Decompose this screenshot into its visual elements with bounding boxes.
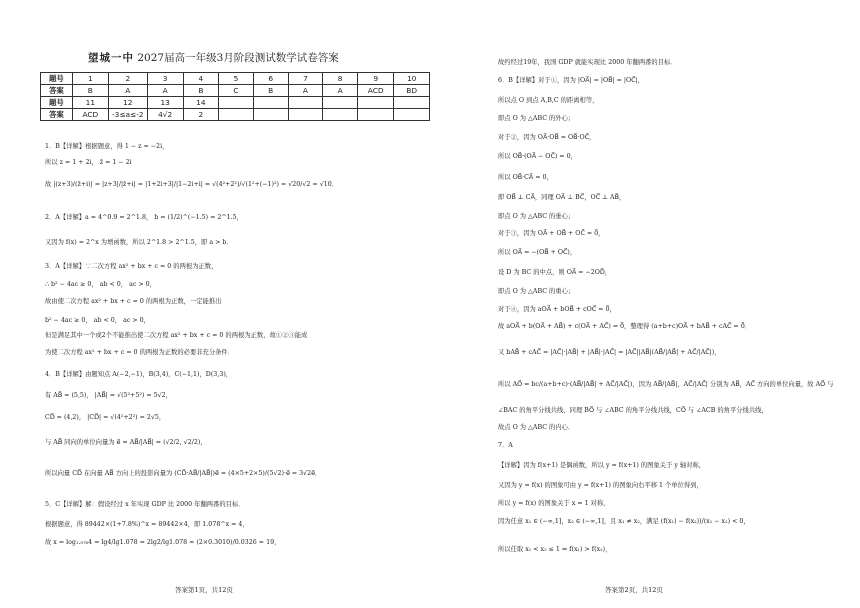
answer-table-cell — [394, 97, 430, 109]
answer-table-cell: 5 — [219, 73, 254, 85]
solution-line: 对于④，因为 aOA⃗ + bOB⃗ + cOC⃗ = 0⃗， — [498, 306, 616, 313]
solution-line: 所以任取 x₁ < x₂ ≤ 1 ⇒ f(x₁) > f(x₂)， — [498, 546, 612, 553]
solution-line: 所以 z = 1 + 2i， z̄ = 1 − 2i — [45, 159, 132, 166]
answer-table-cell — [323, 97, 358, 109]
answer-table-cell: B — [72, 85, 108, 97]
solution-line: 故 |(z+3)/(z̄+i)| = |z+3|/|z̄+i| = |1+2i+3|/|1−2i+i| = √(4²+2²)/√(1²+(−1)²) = √20/√2 = √10． — [45, 181, 339, 188]
solution-line: 有 AB⃗ = (5,5)， |AB⃗| = √(5²+5²) = 5√2， — [45, 392, 172, 399]
answer-table-header-cell: 答案 — [41, 85, 73, 97]
answer-table-cell — [219, 109, 254, 121]
answer-table-cell: ACD — [358, 85, 394, 97]
answer-table-row — [41, 73, 430, 85]
answer-table-cell: 10 — [394, 73, 430, 85]
answer-table-cell — [288, 97, 323, 109]
answer-table-cell: A — [147, 85, 183, 97]
answer-table-cell: 11 — [72, 97, 108, 109]
solution-line: 4．B【详解】由题知点 A(−2,−1)，B(3,4)，C(−1,1)，D(3,3)， — [45, 371, 233, 378]
answer-table-cell — [253, 109, 288, 121]
solution-line: 所以 AO⃗ = bc/(a+b+c)·(AB⃗/|AB⃗| + AC⃗/|AC⃗|)，因为 AB⃗/|AB⃗|，AC⃗/|AC⃗| 分别为 AB⃗，AC⃗ 方向的单位向量，故 AO⃗ 与 — [498, 381, 834, 388]
answer-table-cell: C — [219, 85, 254, 97]
solution-line: 根据题意，得 89442×(1+7.8%)^x = 89442×4，即 1.078^x = 4， — [45, 521, 249, 528]
school-name: 望城一中 — [88, 52, 134, 64]
answer-table-cell: 9 — [358, 73, 394, 85]
answer-table-cell — [394, 109, 430, 121]
answer-table-cell: 7 — [288, 73, 323, 85]
solution-line: 1．B【详解】根据题意，得 1 − z = −2i， — [45, 143, 169, 150]
solution-line: 即 OB⃗ ⊥ CA⃗，同理 OA⃗ ⊥ BC⃗，OC⃗ ⊥ AB⃗， — [498, 194, 626, 201]
solution-line: 但是满足其中一个或2个不能推出使二次方程 ax² + bx + c = 0 的两根为正数，故①②③能成 — [45, 332, 308, 339]
solution-line: ∠BAC 的角平分线共线，同理 BO⃗ 与 ∠ABC 的角平分线共线，CO⃗ 与 ∠ACB 的角平分线共线， — [498, 407, 768, 414]
answer-table-header-cell: 答案 — [41, 109, 73, 121]
answer-table-cell: 8 — [323, 73, 358, 85]
answer-table-cell: 14 — [183, 97, 218, 109]
solution-line: 6．B【详解】对于①，因为 |OA⃗| = |OB⃗| = |OC⃗|， — [498, 77, 644, 84]
answer-table-cell: 4 — [183, 73, 218, 85]
title-text: 2027届高一年级3月阶段测试数学试卷答案 — [137, 52, 339, 64]
answer-table-row — [41, 85, 430, 97]
answer-table-cell: -3≤a≤-2 — [108, 109, 147, 121]
answer-table-cell — [219, 97, 254, 109]
answer-table-cell: 3 — [147, 73, 183, 85]
solution-line: 所以 OA⃗ = −(OB⃗ + OC⃗)， — [498, 249, 577, 256]
solution-line: 设 D 为 BC 的中点，则 OA⃗ = −2OD⃗， — [498, 269, 612, 276]
answer-table-cell: 1 — [72, 73, 108, 85]
answer-table-cell: 6 — [253, 73, 288, 85]
answer-table-cell: A — [323, 85, 358, 97]
page-title — [88, 50, 339, 65]
solution-line: 即点 O 为 △ABC 的垂心； — [498, 213, 575, 220]
solution-line: 故 x = log₁.₀₇₈4 = lg4/lg1.078 = 2lg2/lg1.078 ≈ (2×0.3010)/0.0326 ≈ 19， — [45, 539, 281, 546]
solution-line: ∴ b² − 4ac ≥ 0， ab < 0， ac > 0， — [45, 281, 156, 288]
answer-table-cell — [358, 109, 394, 121]
solution-line: 所以点 O 到点 A,B,C 的距离相等， — [498, 97, 599, 104]
answer-table — [40, 72, 430, 121]
solution-line: 与 AB⃗ 同向的单位向量为 e⃗ = AB⃗/|AB⃗| = (√2/2, √2/2)， — [45, 439, 207, 446]
solution-line: 又因为 f(x) = 2^x 为增函数，所以 2^1.8 > 2^1.5，即 a > b． — [45, 239, 233, 246]
answer-table-cell: 12 — [108, 97, 147, 109]
solution-line: 又因为 y = f(x) 的图象可由 y = f(x+1) 的图象向右平移 1 个单位得到， — [498, 482, 703, 489]
answer-table-cell: 2 — [183, 109, 218, 121]
answer-table-cell: 13 — [147, 97, 183, 109]
solution-line: b² − 4ac ≥ 0， ab < 0， ac > 0， — [45, 317, 150, 324]
solution-line: 对于②，因为 OA⃗·OB⃗ = OB⃗·OC⃗， — [498, 134, 596, 141]
answer-table-cell: A — [288, 85, 323, 97]
answer-table-cell: 2 — [108, 73, 147, 85]
answer-table-cell: 4√2 — [147, 109, 183, 121]
solution-line: 2．A【详解】a = 4^0.9 = 2^1.8， b = (1/2)^(−1.5) = 2^1.5， — [45, 214, 243, 221]
solution-line: 因为任意 x₁ ∈ (−∞,1]，x₂ ∈ (−∞,1]，且 x₁ ≠ x₂，满足 (f(x₁) − f(x₂))/(x₁ − x₂) < 0， — [498, 518, 750, 525]
solution-line: 所以 OB⃗·(OA⃗ − OC⃗) = 0， — [498, 153, 577, 160]
solution-line: 7．A — [498, 442, 513, 449]
right-page — [430, 0, 860, 608]
answer-table-cell — [358, 97, 394, 109]
solution-line: 对于③，因为 OA⃗ + OB⃗ + OC⃗ = 0⃗， — [498, 230, 605, 237]
answer-table-cell: BD — [394, 85, 430, 97]
solution-line: 故由使二次方程 ax² + bx + c = 0 的两根为正数，一定能推出 — [45, 298, 222, 305]
answer-table-header-cell: 题号 — [41, 97, 73, 109]
solution-line: 所以 y = f(x) 的图象关于 x = 1 对称， — [498, 500, 610, 507]
solution-line: 3．A【详解】∵二次方程 ax² + bx + c = 0 的两根为正数， — [45, 263, 218, 270]
answer-table-cell: B — [183, 85, 218, 97]
left-footer: 答案第1页，共12页 — [175, 586, 233, 594]
answer-table-cell: A — [108, 85, 147, 97]
solution-line: 故约经过19年，我国 GDP 就能实现比 2000 年翻两番的目标． — [498, 59, 677, 66]
solution-line: 所以 OB⃗·CA⃗ = 0， — [498, 174, 553, 181]
solution-line: 即点 O 为 △ABC 的外心； — [498, 115, 575, 122]
answer-table-cell — [288, 109, 323, 121]
right-footer: 答案第2页，共12页 — [605, 586, 663, 594]
solution-line: 故点 O 为 △ABC 的内心． — [498, 424, 575, 431]
solution-line: 为使二次方程 ax² + bx + c = 0 的两根为正数的必要非充分条件． — [45, 349, 235, 356]
answer-table-cell: B — [253, 85, 288, 97]
answer-table-row — [41, 97, 430, 109]
solution-line: 故 aOA⃗ + b(OA⃗ + AB⃗) + c(OA⃗ + AC⃗) = 0⃗，整理得 (a+b+c)OA⃗ + bAB⃗ + cAC⃗ = 0⃗． — [498, 323, 752, 330]
answer-table-header-cell: 题号 — [41, 73, 73, 85]
solution-line: 又 bAB⃗ + cAC⃗ = |AC⃗|·|AB⃗| + |AB⃗|·|AC⃗| = |AC⃗||AB⃗|(AB⃗/|AB⃗| + AC⃗/|AC⃗|)， — [498, 349, 721, 356]
answer-table-row — [41, 109, 430, 121]
answer-table-cell — [253, 97, 288, 109]
solution-line: 【详解】因为 f(x+1) 是偶函数，所以 y = f(x+1) 的图象关于 y 轴对称， — [498, 462, 706, 469]
solution-line: 所以向量 CD⃗ 在向量 AB⃗ 方向上的投影向量为 (CD⃗·AB⃗/|AB⃗|)e⃗ = (4×5+2×5)/(5√2)·e⃗ = 3√2e⃗． — [45, 470, 322, 477]
solution-line: CD⃗ = (4,2)， |CD⃗| = √(4²+2²) = 2√5， — [45, 414, 166, 421]
solution-line: 5．C【详解】解：假设经过 x 年实现 GDP 比 2000 年翻两番的目标． — [45, 501, 245, 508]
answer-table-cell: ACD — [72, 109, 108, 121]
answer-table-cell — [323, 109, 358, 121]
solution-line: 即点 O 为 △ABC 的重心； — [498, 288, 575, 295]
